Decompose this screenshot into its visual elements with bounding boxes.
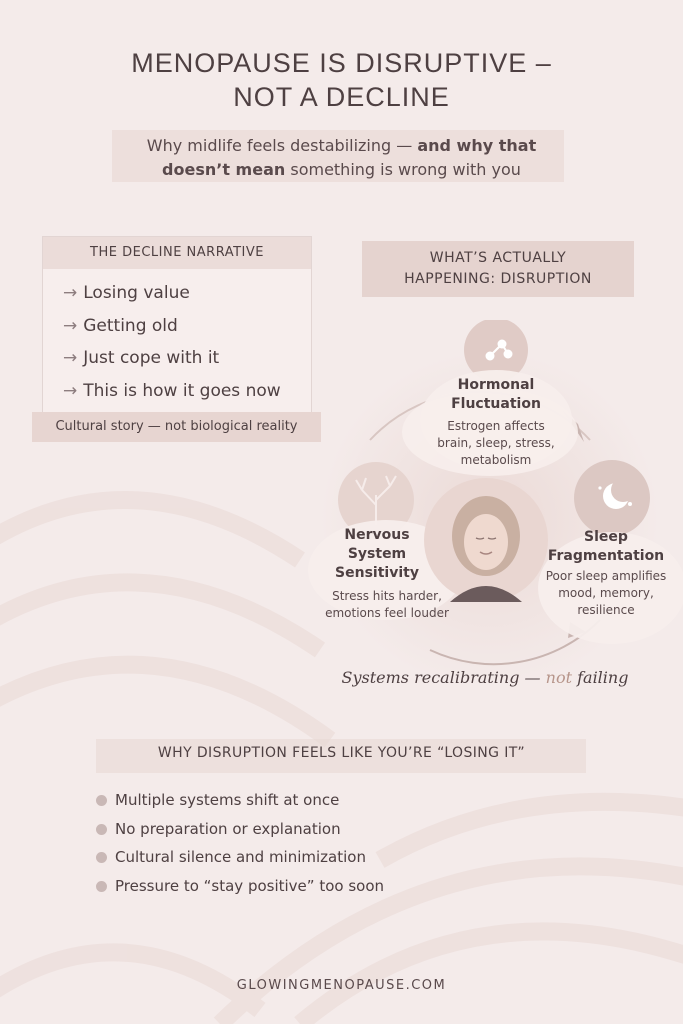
why-item bbox=[96, 872, 384, 901]
hormonal-title-line-2: Fluctuation bbox=[451, 396, 541, 412]
why-item-label: No preparation or explanation bbox=[115, 819, 341, 838]
caption-part-1: Systems recalibrating — bbox=[341, 668, 546, 687]
bullet-dot-icon bbox=[96, 881, 107, 892]
decline-item bbox=[63, 342, 281, 375]
hormonal-desc-line-1: Estrogen affects bbox=[447, 419, 545, 433]
sleep-title-line-1: Sleep bbox=[584, 529, 628, 545]
diagram-graphics bbox=[300, 320, 683, 680]
hormonal-title-line-1: Hormonal bbox=[457, 377, 535, 393]
subtitle-bold-2: doesn’t mean bbox=[162, 160, 286, 179]
subtitle-part-2: something is wrong with you bbox=[285, 160, 521, 179]
arrow-right-icon: → bbox=[63, 315, 78, 336]
subtitle-bold-1: and why that bbox=[417, 136, 537, 155]
why-item-label: Multiple systems shift at once bbox=[115, 791, 340, 809]
nervous-title-line-2: System bbox=[347, 546, 407, 562]
bullet-dot-icon bbox=[96, 795, 107, 806]
sleep-title-line-2: Fragmentation bbox=[547, 548, 665, 564]
nervous-desc bbox=[312, 588, 462, 622]
why-item bbox=[96, 843, 384, 872]
bullet-dot-icon bbox=[96, 852, 107, 863]
arrow-right-icon: → bbox=[63, 283, 78, 303]
why-item-label: Pressure to “stay positive” too soon bbox=[115, 876, 385, 895]
bullet-dot-icon bbox=[96, 824, 107, 835]
sleep-desc-line-1: Poor sleep amplifies bbox=[545, 569, 667, 583]
caption-part-2: failing bbox=[572, 668, 629, 687]
nervous-title bbox=[312, 526, 442, 583]
decline-item bbox=[63, 277, 281, 310]
subtitle-part-1: Why midlife feels destabilizing — bbox=[146, 136, 418, 155]
sleep-title bbox=[536, 528, 676, 566]
why-item bbox=[96, 815, 384, 844]
arrow-right-icon: → bbox=[63, 348, 78, 368]
hormonal-desc-line-3: metabolism bbox=[460, 453, 532, 467]
hormonal-desc bbox=[406, 418, 586, 469]
disruption-header-line-1: WHAT’S ACTUALLY bbox=[429, 250, 567, 266]
decline-item-label: Losing value bbox=[83, 283, 190, 303]
caption-highlight: not bbox=[545, 668, 573, 687]
decline-header: THE DECLINE NARRATIVE bbox=[43, 237, 311, 269]
hormonal-desc-line-2: brain, sleep, stress, bbox=[437, 436, 555, 450]
nervous-title-line-1: Nervous bbox=[344, 527, 410, 543]
sleep-desc bbox=[536, 568, 676, 619]
decline-item bbox=[63, 310, 281, 343]
disruption-header bbox=[362, 248, 634, 290]
cultural-story-note: Cultural story — not biological reality bbox=[32, 412, 321, 442]
nervous-desc-line-1: Stress hits harder, bbox=[332, 589, 442, 603]
page-title bbox=[0, 46, 683, 114]
decline-item-label: Getting old bbox=[83, 315, 178, 336]
disruption-diagram bbox=[300, 320, 683, 680]
nervous-desc-line-2: emotions feel louder bbox=[325, 606, 449, 620]
decline-item-label: Just cope with it bbox=[83, 348, 220, 368]
decline-item bbox=[63, 375, 281, 408]
why-item bbox=[96, 786, 384, 815]
decline-item-label: This is how it goes now bbox=[83, 380, 281, 401]
hormonal-title bbox=[416, 376, 576, 414]
arrow-right-icon: → bbox=[63, 380, 78, 401]
decline-list bbox=[63, 277, 281, 407]
why-item-label: Cultural silence and minimization bbox=[115, 848, 366, 866]
systems-caption bbox=[330, 668, 640, 687]
sleep-desc-line-3: resilience bbox=[577, 603, 635, 617]
subtitle bbox=[100, 134, 583, 182]
disruption-header-line-2: HAPPENING: DISRUPTION bbox=[404, 271, 592, 287]
decline-narrative-card bbox=[42, 236, 312, 413]
footer-site-link[interactable]: GLOWINGMENOPAUSE.COM bbox=[236, 978, 447, 993]
title-line-1: MENOPAUSE IS DISRUPTIVE – bbox=[131, 48, 552, 78]
why-list bbox=[96, 786, 384, 900]
why-title: WHY DISRUPTION FEELS LIKE YOU’RE “LOSING IT” bbox=[157, 745, 526, 761]
nervous-title-line-3: Sensitivity bbox=[335, 565, 419, 581]
sleep-desc-line-2: mood, memory, bbox=[558, 586, 654, 600]
title-line-2: NOT A DECLINE bbox=[233, 82, 450, 112]
